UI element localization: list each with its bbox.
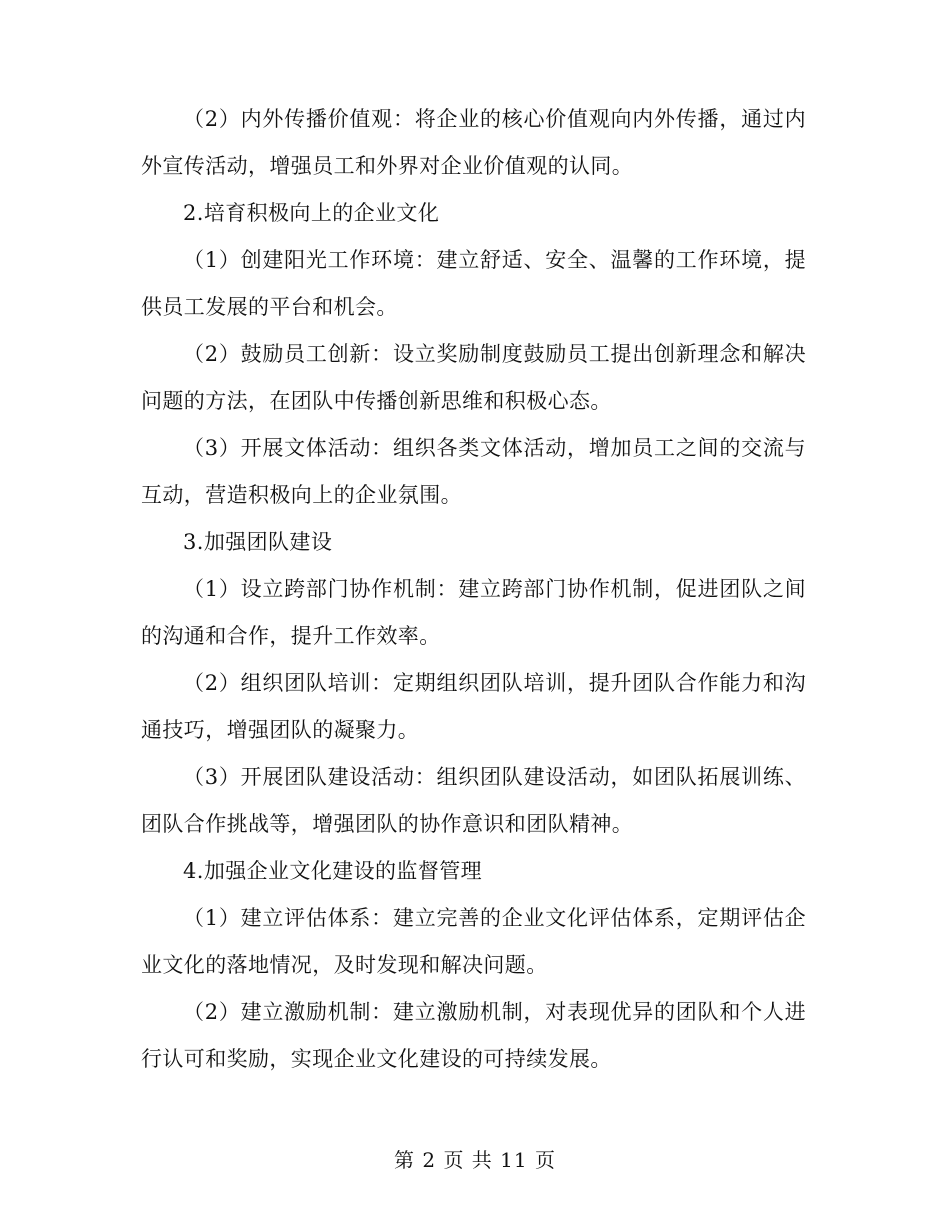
- paragraph-cross-department-collaboration: （1）设立跨部门协作机制：建立跨部门协作机制，促进团队之间的沟通和合作，提升工作效率。: [141, 577, 806, 648]
- heading-supervision-management: 4.加强企业文化建设的监督管理: [183, 859, 483, 883]
- heading-team-building: 3.加强团队建设: [183, 530, 333, 554]
- paragraph-sunny-work-environment: （1）创建阳光工作环境：建立舒适、安全、温馨的工作环境，提供员工发展的平台和机会。: [141, 248, 806, 319]
- heading-positive-culture: 2.培育积极向上的企业文化: [183, 201, 440, 225]
- paragraph-cultural-sports-activities: （3）开展文体活动：组织各类文体活动，增加员工之间的交流与互动，营造积极向上的企业氛围。: [141, 436, 806, 507]
- document-body: [141, 96, 806, 1083]
- paragraph-encourage-innovation: （2）鼓励员工创新：设立奖励制度鼓励员工提出创新理念和解决问题的方法，在团队中传播创新思维和积极心态。: [141, 342, 806, 413]
- paragraph-team-building-activities: （3）开展团队建设活动：组织团队建设活动，如团队拓展训练、团队合作挑战等，增强团队的协作意识和团队精神。: [141, 765, 806, 836]
- page-number-footer: 第 2 页 共 11 页: [394, 1148, 556, 1172]
- paragraph-incentive-mechanism: （2）建立激励机制：建立激励机制，对表现优异的团队和个人进行认可和奖励，实现企业文化建设的可持续发展。: [141, 1000, 806, 1071]
- paragraph-internal-external-values: （2）内外传播价值观：将企业的核心价值观向内外传播，通过内外宣传活动，增强员工和外界对企业价值观的认同。: [141, 107, 806, 178]
- paragraph-evaluation-system: （1）建立评估体系：建立完善的企业文化评估体系，定期评估企业文化的落地情况，及时发现和解决问题。: [141, 906, 806, 977]
- paragraph-team-training: （2）组织团队培训：定期组织团队培训，提升团队合作能力和沟通技巧，增强团队的凝聚力。: [141, 671, 806, 742]
